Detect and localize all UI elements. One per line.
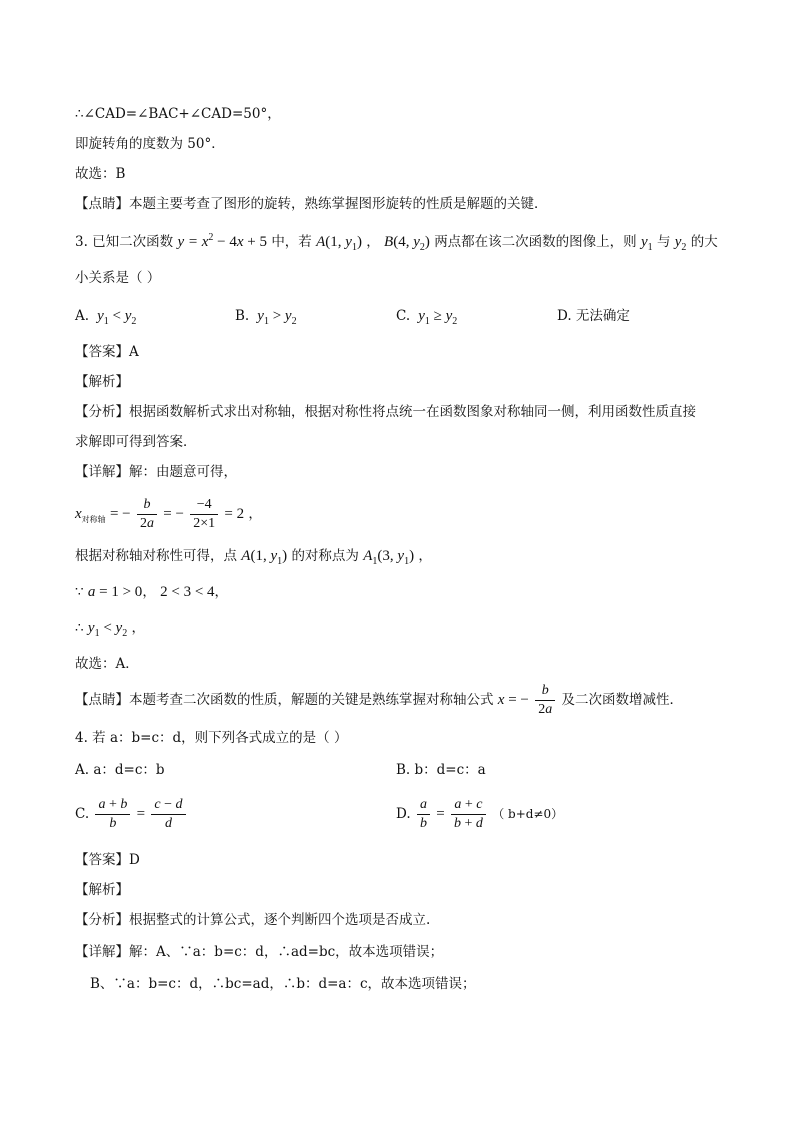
q4-option-d-condition: （ b+d≠0）	[492, 807, 564, 821]
q3-mid2: ，	[366, 234, 380, 250]
q3-jiexi: 【解析】	[75, 374, 129, 390]
q4-option-d-right: $\frac{a + c}{b + d}$	[451, 796, 486, 833]
q3-option-a-expr: $y_1 < y_2$	[93, 308, 137, 327]
q3-dianjing-text2: 及二次函数增减性．	[561, 692, 683, 708]
q3-y2: $y_2$	[674, 234, 687, 253]
q3-since-line: ∵ a = 1 > 0， 2 < 3 < 4，	[75, 584, 229, 600]
q3-option-c-expr: $y_1 \ge y_2$	[414, 308, 458, 327]
q4-option-d: D. $\frac{a}{b}$ = $\frac{a + c}{b + d}$ （ b+d≠0）	[396, 797, 564, 831]
q3-dianjing-text1: 【点睛】本题考查二次函数的性质，解题的关键是熟练掌握对称轴公式	[75, 692, 494, 708]
q3-axis-tail: ，	[248, 506, 262, 522]
q3-answer: 【答案】A	[75, 344, 139, 360]
q3-axis-formula-x: x = −	[497, 692, 529, 708]
q4-fenxi: 【分析】根据整式的计算公式，逐个判断四个选项是否成立.	[75, 912, 431, 928]
q3-since-ineq: 2 < 3 < 4	[160, 584, 215, 600]
q3-option-c	[396, 306, 457, 326]
q4-answer: 【答案】D	[75, 852, 140, 868]
q3-option-b-label: B.	[235, 308, 250, 324]
question-3-stem	[75, 232, 718, 252]
q4-option-a: A. a：d=c：b	[75, 762, 165, 778]
q3-select: 故选：A．	[75, 656, 139, 672]
q3-dianjing-frac: $\frac{b}{2a}$	[535, 682, 555, 719]
question-4-stem: 4. 若 a：b=c：d，则下列各式成立的是（ ）	[75, 730, 348, 746]
q3-mid3: 两点都在该二次函数的图像上，则	[434, 234, 637, 250]
q3-symmetric-point	[75, 546, 432, 566]
q3-since-expr: a = 1 > 0	[87, 584, 143, 600]
q3-sym-point-a: A(1, $y_1$)	[241, 548, 288, 567]
q4-jiexi: 【解析】	[75, 882, 129, 898]
text-line-answer-b: 故选：B	[75, 166, 126, 182]
q3-since-comma: ，	[142, 584, 156, 600]
q3-axis-sub: 对称轴	[81, 515, 106, 524]
q3-therefore-symbol: ∴	[75, 620, 84, 636]
question-3-stem-line2: 小关系是（ ）	[75, 270, 161, 286]
q3-xiangjie: 【详解】解：由题意可得，	[75, 464, 237, 480]
q3-axis-formula: $x_{对称轴}$ = − $\frac{b}{2a}$ = − $\frac{-4}{2\times 1}$ = 2 ，	[75, 497, 262, 531]
q3-sym-point-a1: $A_1(3$, $y_1$)	[363, 548, 415, 567]
q3-point-b: B(4, $y_2$)	[384, 234, 430, 253]
q4-xiangjie: 【详解】解：A、∵a：b=c：d，∴ad=bc，故本选项错误；	[75, 944, 444, 960]
q3-function-formula: $y = x^2 - 4x + 5$	[177, 232, 268, 250]
q4-option-b-analysis: B、∵a：b=c：d，∴bc=ad，∴b：d=a：c，故本选项错误；	[90, 976, 476, 992]
text-line-dianjing-rotation: 【点睛】本题主要考查了图形的旋转，熟练掌握图形旋转的性质是解题的关键．	[75, 196, 548, 212]
q3-sym-text1: 根据对称轴对称性可得，点	[75, 548, 237, 564]
q3-sym-text3: ，	[418, 548, 432, 564]
q4-option-c-right: $\frac{c - d}{d}$	[151, 796, 185, 833]
q4-option-c-left: $\frac{a + b}{b}$	[95, 796, 130, 833]
q3-point-a: A(1, $y_1$)	[316, 234, 362, 253]
q4-option-d-left: $\frac{a}{b}$	[417, 796, 430, 833]
q3-option-a-label: A.	[75, 308, 90, 324]
q3-option-b-expr: $y_1 > y_2$	[253, 308, 297, 327]
text-line-rotation-angle: 即旋转角的度数为 50°．	[75, 136, 225, 152]
q4-option-b: B. b：d=c：a	[396, 762, 486, 778]
q3-option-c-label: C.	[396, 308, 411, 324]
q3-fenxi-line1: 【分析】根据函数解析式求出对称轴，根据对称性将点统一在函数图象对称轴同一侧，利用函数性质直接	[75, 404, 696, 420]
q3-frac-b-2a: $\frac{b}{2a}$	[137, 496, 157, 533]
text-line-angle-cad: ∴∠CAD=∠BAC+∠CAD=50°，	[75, 106, 281, 122]
q4-option-c: C. $\frac{a + b}{b}$ = $\frac{c - d}{d}$	[75, 794, 188, 834]
q3-sym-text2: 的对称点为	[291, 548, 359, 564]
q3-dianjing	[75, 680, 683, 720]
q4-option-d-label: D.	[396, 806, 411, 822]
q3-axis-x: $x_{对称轴}$	[75, 506, 106, 524]
q3-y1: $y_1$	[640, 234, 653, 253]
q3-fenxi-line2: 求解即可得到答案．	[75, 434, 197, 450]
q3-therefore-comma: ，	[131, 620, 145, 636]
q3-mid1: 中，若	[271, 234, 312, 250]
q3-option-a	[75, 306, 136, 326]
q4-option-c-label: C.	[75, 806, 90, 822]
q3-option-b	[235, 306, 297, 326]
q3-therefore-expr: $y_1 < y_2$	[87, 620, 128, 639]
q3-frac-neg4: $\frac{-4}{2\times 1}$	[190, 496, 218, 533]
q3-prefix: 3. 已知二次函数	[75, 234, 174, 250]
q3-mid5: 的大	[690, 234, 718, 250]
q3-therefore-line	[75, 618, 145, 638]
q3-option-d: D. 无法确定	[557, 308, 630, 324]
q3-since-symbol: ∵	[75, 584, 84, 600]
q3-mid4: 与	[656, 234, 671, 250]
